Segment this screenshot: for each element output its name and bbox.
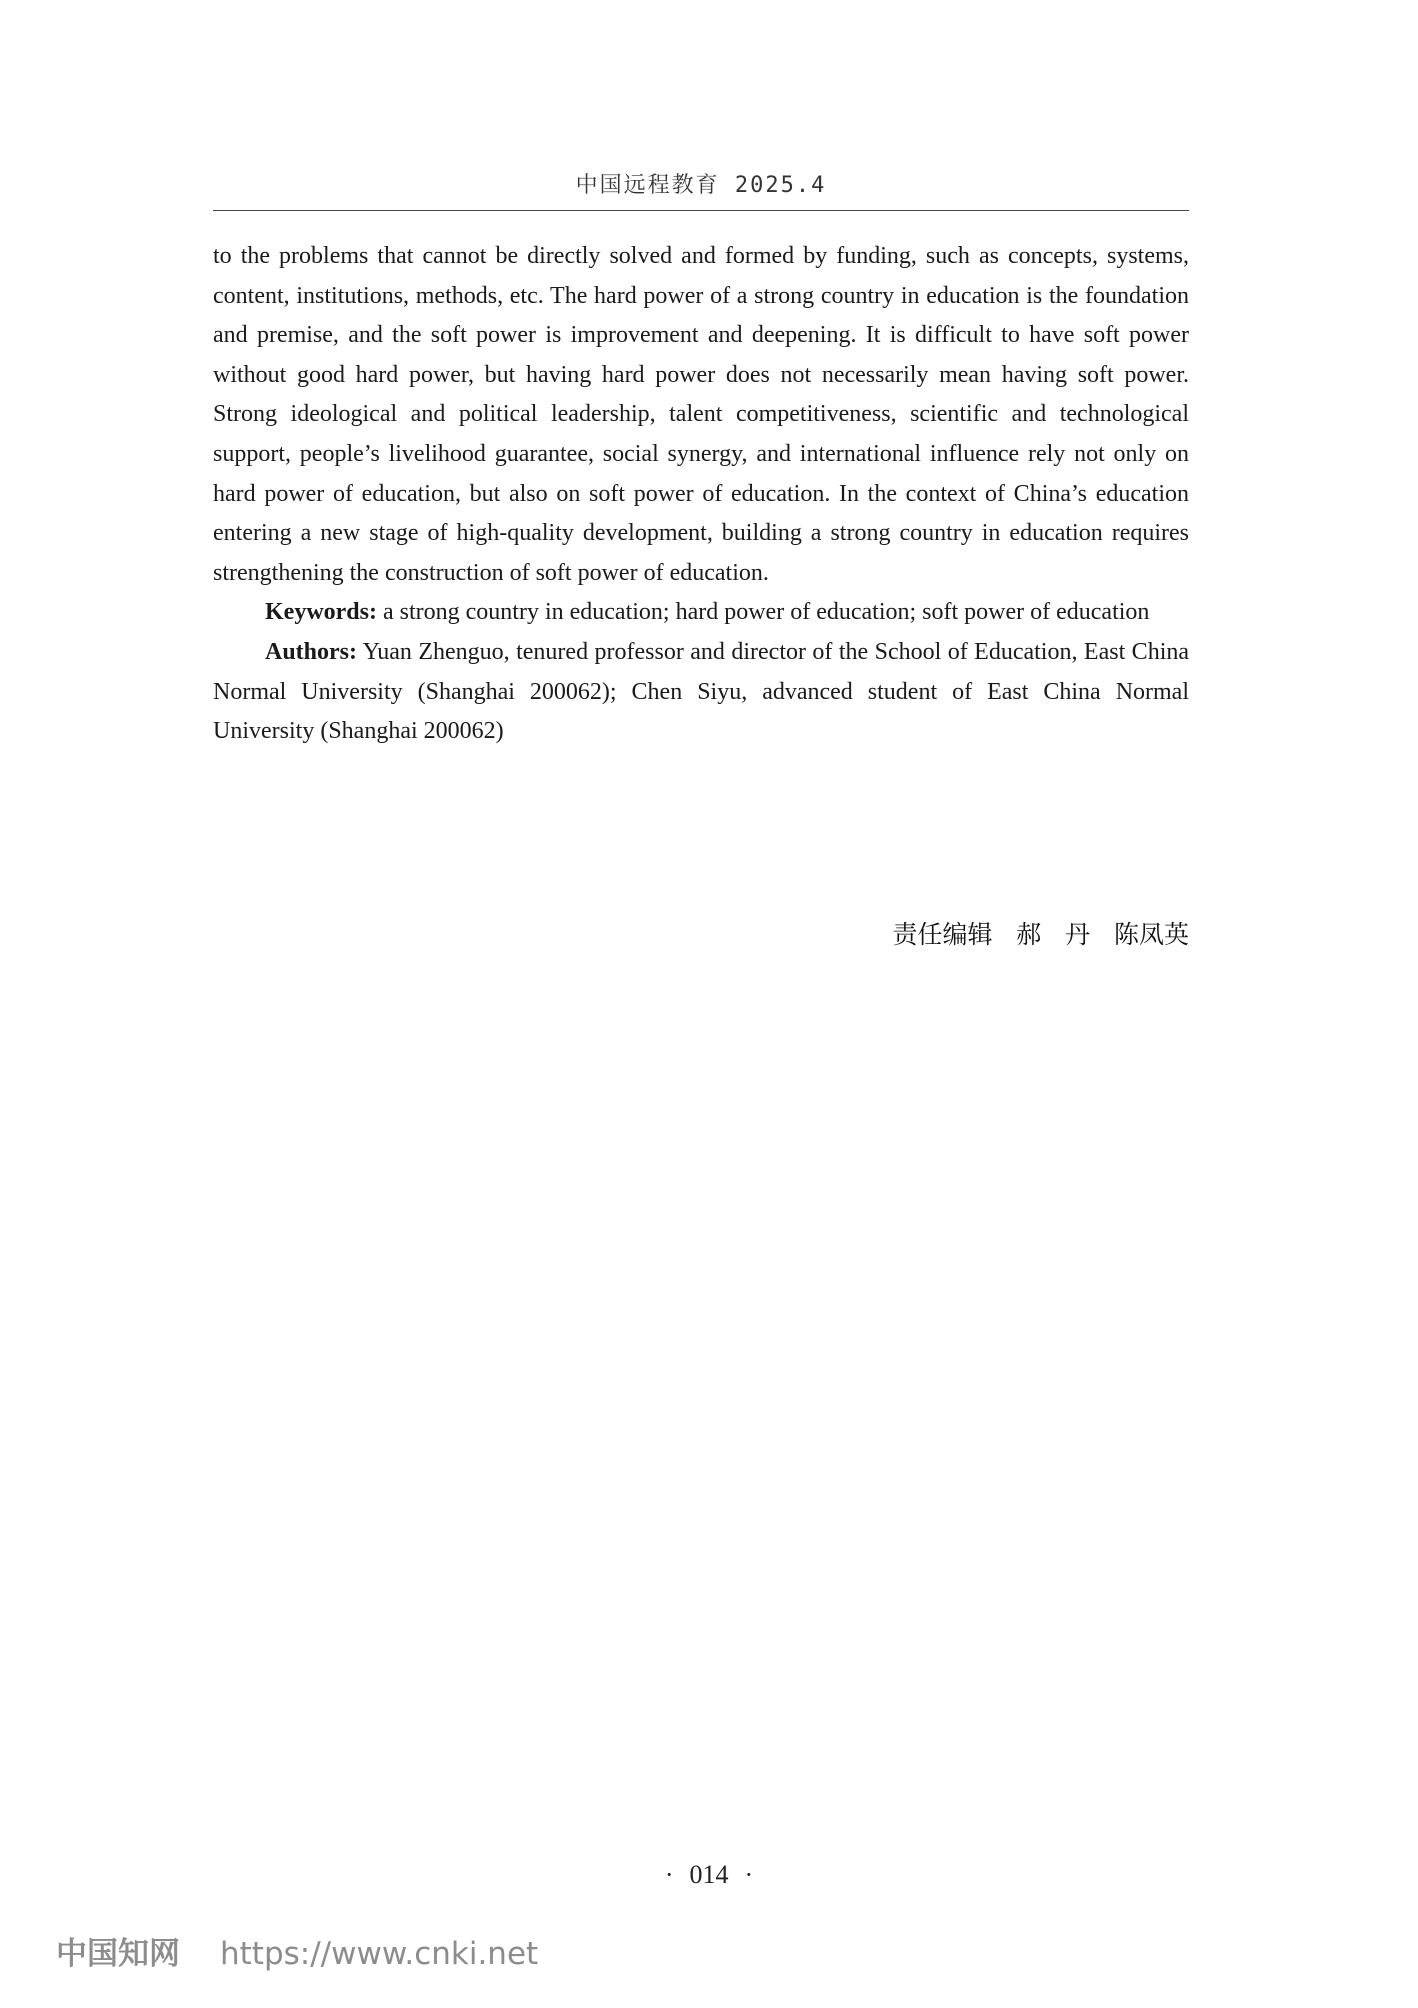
page-number-dot-left: · — [664, 1860, 674, 1889]
page-number-dot-right: · — [744, 1860, 754, 1889]
cnki-watermark — [56, 1928, 538, 1973]
responsible-editors: 责任编辑 郝 丹 陈凤英 — [892, 920, 1189, 949]
authors-label: Authors: — [265, 638, 358, 665]
abstract-paragraph: to the problems that cannot be directly solved and formed by funding, such as concepts, systems, content, institutions, methods, etc. The hard power of a strong country in education is the foundation and premise, and the soft power is improvement and deepening. It is difficult to have soft power without good hard power, but having hard power does not necessarily mean having soft power. Strong ideological and political leadership, talent competitiveness, scientific and technological support, people’s livelihood guarantee, social synergy, and international influence rely not only on hard power of education, but also on soft power of education. In the context of China’s education entering a new stage of high-quality development, building a strong country in education requires strengthening the construction of soft power of education. — [213, 243, 1189, 586]
keywords-label: Keywords: — [265, 599, 377, 626]
keywords-text: a strong country in education; hard power of education; soft power of education — [382, 599, 1150, 626]
watermark-brand: 中国知网 — [56, 1936, 180, 1972]
abstract-body — [213, 237, 1189, 752]
authors-text: Yuan Zhenguo, tenured professor and director of the School of Education, East China Normal University (Shanghai 200062); Chen Siyu, advanced student of East China Normal University (Shanghai 200062) — [213, 638, 1190, 745]
authors-paragraph — [213, 633, 1189, 752]
header-rule — [213, 210, 1189, 211]
keywords-paragraph — [213, 593, 1189, 633]
running-header: 中国远程教育 2025.4 — [575, 173, 827, 198]
watermark-url: https://www.cnki.net — [220, 1936, 539, 1972]
page-number — [0, 1860, 1418, 1890]
page-number-value: 014 — [689, 1860, 729, 1889]
